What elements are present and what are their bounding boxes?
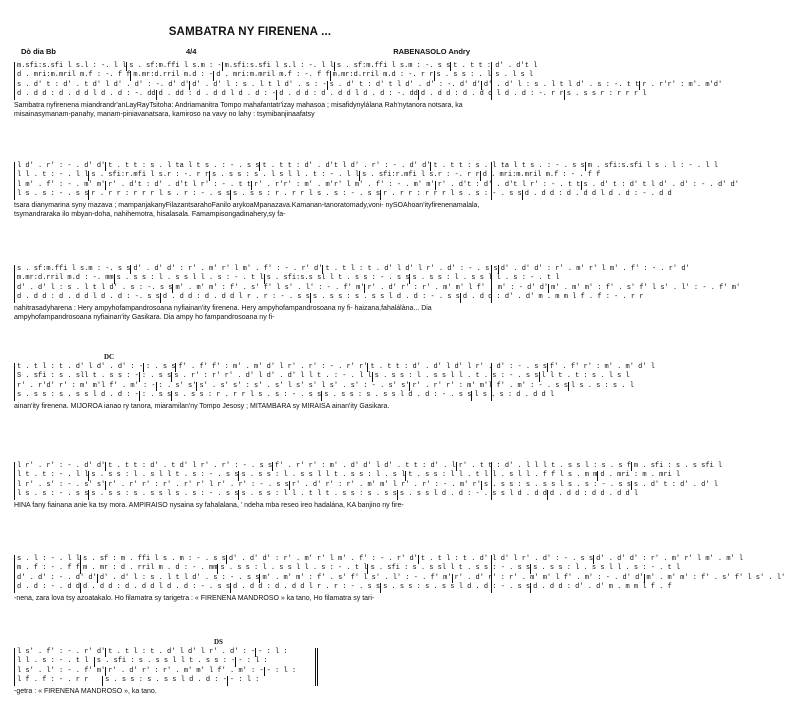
measure: s . s s : s . l s l l . t : - . l l xyxy=(209,171,359,180)
measure: s . s s : s . s s l s . s : - . s s xyxy=(88,490,238,499)
measure: s . sfi:r.mfi l s.r : -. r r xyxy=(88,171,209,180)
voice-line xyxy=(15,657,315,666)
measure: m' . m' m' : f' . s' f' l s' . l' xyxy=(644,574,785,583)
voice-line xyxy=(15,190,672,199)
key-signature: Dò dia Bb xyxy=(21,47,56,56)
measure: - : l : xyxy=(235,657,315,666)
measure: d . d : - . d d xyxy=(17,583,81,592)
voice-line xyxy=(15,381,634,391)
voice-line xyxy=(15,490,639,499)
voice-line xyxy=(15,180,739,190)
measure: s . s s : s . s s l s . s : - . s s xyxy=(481,481,631,490)
voice-line xyxy=(15,283,741,293)
measure: r' . r' r' : r' . r' r' l r' . r' : - . s s xyxy=(105,481,289,490)
measure: s . d' t : d' t l d' . d' : -. d' d' xyxy=(327,81,481,90)
measure: r . r'r' : m'. m'd' xyxy=(639,81,722,90)
measure: t . t t : d' . d' l d' l r' . d' : - . s s xyxy=(367,363,546,372)
measure: d' . d' d' : r' . m' r' l m' . m' l xyxy=(593,555,743,564)
staff xyxy=(14,162,739,200)
voice-line xyxy=(15,80,723,90)
measure: s . s s : s . s s l d . d : - . s s xyxy=(310,293,460,302)
staff xyxy=(14,62,723,100)
measure: d' . d' d' : r' . m' r' l m' . f' : - . r' d' xyxy=(226,555,418,564)
measure: s . sfi:s.s sl l t . s s : - . s s xyxy=(264,274,410,283)
measure: s . d' t : d' . t d' l d' . d' : -. d' d' xyxy=(17,80,190,89)
measure: s . sf : m . ffi l s . m : - . s s xyxy=(80,555,226,564)
measure: - : l : xyxy=(227,676,315,685)
lyrics-line: tsara dianymarina syny mazava ; mampanjakanyFilazantsarahoFanilo arykoaMpanazava.Kamanan-tanoratomady,voni- nySOAhoan'ityfirenenamalala, tsymandraraka ilo mbyan-doha, nahihemotra, hisalasala. Famampisongadinahery,sy fa- xyxy=(14,201,480,219)
measure: - : l : xyxy=(255,648,315,657)
measure: m . sfi:s.sfi l s . l : - . l l xyxy=(585,162,718,171)
time-signature: 4/4 xyxy=(186,47,197,56)
measure: l l . t : - . l l xyxy=(17,171,89,180)
measure: m' . m' m' : f' . s' f' l s' . l' : - . f' m' xyxy=(259,574,451,583)
voice-line xyxy=(15,555,744,564)
music-system xyxy=(14,555,785,603)
voice-line xyxy=(15,564,681,573)
lyrics-line: nahitrasadyharena : Hery ampyhofampandrosoana nyfiainan'ity firenena. Hery ampyhofampandrosoana ny fi- haizana,fahalálàna... Dia ampyhofampandrosoana nyfiainan'ity Gasikara. Dia ampy ho fampandrosoana ny fi- xyxy=(14,304,432,322)
lyrics-line: -getra : « FIRENENA MANDROSO », ka tano. xyxy=(14,687,157,695)
voice-line xyxy=(15,62,538,71)
measure: d' . d' l : s . l t l d' . s : - xyxy=(189,81,326,90)
measure: m' . m' m' : f' . s' f' l s' . l' : - . f' m' xyxy=(172,284,364,293)
measure: s . s s : s . s s l d . d : - . s s xyxy=(321,391,471,400)
measure: r . r r : r r r l s . r : - . s s xyxy=(88,190,230,199)
measure: r' . d't : d' . d't l r' : - . t t xyxy=(105,181,251,190)
voice-line xyxy=(15,372,630,381)
measure: d' . d' l : s . l t l d' . s : -. t t xyxy=(481,81,639,90)
measure: r' . r'd' r' : m' m'l f' . m' : - xyxy=(17,381,156,390)
measure: l f . f : - . r r xyxy=(17,676,89,685)
measure: : . s s xyxy=(139,391,171,400)
measure: s . s s : . l s . l s l xyxy=(434,71,534,80)
measure: s' . s' s' : s' . s' l s' s' l s' . s' : - . s' s' xyxy=(196,382,409,391)
measure: s . s s : l . s s l l t . s s : l . s l xyxy=(238,471,405,480)
measure: : . s s xyxy=(143,363,175,372)
measure: t . t t : s . l ta l t s . : - . s s xyxy=(430,162,584,171)
page-title: SAMBATRA NY FIRENENA ... xyxy=(168,26,332,38)
music-system xyxy=(14,462,723,510)
voice-line xyxy=(15,676,315,685)
measure: s . s s : s . s s l d . d : - . s s xyxy=(380,583,530,592)
lyrics-line: Sambatra nyfirenena miandrandr'anLayRayTsitoha: Andriamanitra Tompo mahafantatr'izay mahasoa ; misafidynylálana Rah'nytanora notsara, ka misainasymanam-panahy, manam-piniavanatsara, kamiroso na vavy no lahy : tsymibanjinaafatsy xyxy=(14,101,463,119)
measure: d . d d : d . d d l d . d : - . d d xyxy=(522,190,672,199)
measure: s . s s l d . d : - . s s l d . d d xyxy=(397,490,547,499)
measure: r' . d' r' : r' . m' m' l f' . m' : - . d' d' xyxy=(452,574,644,583)
measure: s . sfi : s . s sl l t . s s : - . s s xyxy=(367,564,530,573)
music-system xyxy=(14,62,723,120)
measure: l l . s : - . t l xyxy=(17,657,89,666)
measure: d' . d' d' : r' . m' r' l m' . f' : - . r' d' xyxy=(130,265,322,274)
voice-line xyxy=(15,162,718,171)
voice-line xyxy=(15,583,672,592)
voice-line xyxy=(15,667,315,676)
measure: f' . f' r' : m' . m' d' l xyxy=(547,363,655,372)
measure: l r' . s' : - . s' s' xyxy=(17,480,106,489)
measure: s . s s : l . s s l l . s : - . t l xyxy=(409,274,559,283)
measure: S . sfi : s . sll t . s s : - xyxy=(17,372,139,381)
measure: d' . d' l : s . l t l d' . s : -. s s xyxy=(17,283,173,292)
measure: : . s' s' xyxy=(156,382,197,391)
measure: t . t t : s . l ta l t s . : - . s s xyxy=(105,162,259,171)
measure: d . d d : d . d d l r . r : - . s s xyxy=(160,293,310,302)
measure: t . t l : t . d' l d' l r' . d' : - . s s xyxy=(418,555,593,564)
measure: s . sfi:r.mfi l s.r : -. r r xyxy=(359,171,480,180)
music-system xyxy=(14,162,739,220)
voice-line xyxy=(15,363,655,372)
measure: d . d d : d . d d l d . d : - . s s xyxy=(80,583,230,592)
measure: l m' . f' : - . m' m' xyxy=(17,180,106,189)
measure: d . mri:m.mril m.f : -. f f xyxy=(213,71,329,80)
voice-line xyxy=(15,391,555,400)
lyrics-line: -nena, zara lova tsy azoatakalo. Ho filamatra sy tarigetra : « FIRENENA MANDROSO » ka tano, Ho filamatra sy tari- xyxy=(14,594,375,602)
measure: s . s s : l . s s l l . s : - . t l xyxy=(530,564,680,573)
composer: RABENASOLO Andry xyxy=(393,47,470,56)
music-system xyxy=(14,638,490,696)
measure: t . t t : d' . d't l d' . r' : - . d' d' xyxy=(259,162,430,171)
voice-line xyxy=(15,480,718,490)
measure: s . s s : l . s s l l . s : - . t l xyxy=(217,564,367,573)
measure: l s' . l' : - . f' m' xyxy=(17,666,106,675)
measure: d . mri:m.mril m.f : -. f f xyxy=(17,71,131,80)
voice-line xyxy=(15,573,785,583)
measure: d . d d : d d . d d l xyxy=(547,490,638,499)
measure: m.sfi:s.sfi l s.l : -. l l xyxy=(17,62,127,70)
measure: d' . d' d' : r' . m' r' l m' . f' : - . r' d' xyxy=(498,265,690,274)
measure: d . d d : d . d d l d . d : -. s s xyxy=(17,293,160,302)
lyrics-line: HINA fany fiainana anie ka tsy mora. AMPIRAISO nysaina sy fahalalana, ' ndeha mba reseo ireo hadalána, KA banjino ny fire- xyxy=(14,501,404,509)
measure: s . d' t : d' t l d' . d' : - . d' d' xyxy=(581,181,739,190)
ds-mark: DS xyxy=(214,638,223,646)
measure: d . mri:m.mril m.f : - . f f xyxy=(480,171,601,180)
measure: t . t t : d' . d't l xyxy=(450,62,537,71)
dc-mark: DC xyxy=(104,353,115,361)
voice-line xyxy=(15,265,690,274)
measure: r' . r' r' : m' m'l f' . m' : - . s s xyxy=(409,382,567,391)
voice-line xyxy=(15,171,601,180)
measure: s . s s r : r r r l xyxy=(564,90,647,99)
measure: r' . r'r' : m' . m'r' l m' . f' : - . m' m' xyxy=(251,181,435,190)
measure: s . r' : r' r' . d' l d' . d' l l t . : - . l l xyxy=(171,372,371,381)
lyrics-line: ainan'ity firenena. MIJOROA ianao ry tanora, miaramilan'ny Tompo Jesosy ; MITAMBARA sy MIRAISA ainan'ity Gasikara. xyxy=(14,402,390,410)
measure: s . l : - . l l xyxy=(17,555,81,563)
measure: d . d d : d' . d' m . m m l f . f xyxy=(530,583,672,592)
measure: d . d d : d . d d l r . r : - . s s xyxy=(230,583,380,592)
measure: r' . d' r' : r' . m' m' l r' . r' : - . m' r' xyxy=(289,481,481,490)
measure: d . d d : d . d d l d . d : -. dd xyxy=(17,90,156,99)
voice-line xyxy=(15,90,647,99)
measure: r' . d' r' : r' . m' m' l f' . m' : - d' d' xyxy=(364,284,548,293)
measure: t . t l : t . d' l d' l r' . d' : - . s s xyxy=(322,265,497,274)
measure: r' . d't : d' . d't l r' : - . t t xyxy=(435,181,581,190)
measure: : . s s xyxy=(139,372,171,381)
measure: s . s s : r . r r l s . s : - . s s xyxy=(230,190,380,199)
voice-line xyxy=(15,293,644,302)
voice-line xyxy=(15,274,560,283)
measure: m.sfi:s.sfi l s.l : -. l l xyxy=(222,62,334,71)
measure: m . sfi : s . s sfi l xyxy=(631,462,722,471)
measure: t . t l : t . d' l d' l r' . d' : - xyxy=(105,648,255,657)
voice-line xyxy=(15,648,315,657)
measure: t . t l : t . d' l d' . d' : - xyxy=(17,363,144,371)
measure: l s . s : - . s s xyxy=(17,190,89,199)
measure: d' . d' l : s . l t l d' . s : - . s s xyxy=(97,574,260,583)
measure: f' . f' f' : m' . m' d' l r' . r' : - . r' r' xyxy=(175,363,367,372)
measure: s . s s : l . s s l l . s : - . t l xyxy=(114,274,264,283)
measure: d . d d : d' . d' m . m m l f . f : - . r r xyxy=(460,293,644,302)
measure: r . r r : r r r l s . s : - . s s xyxy=(380,190,522,199)
measure: m . f : - . f f xyxy=(17,564,81,573)
measure: f' . r' r' : m' . d' d' l d' . t t : d' . l xyxy=(272,462,456,471)
measure: s . sf:m.ffi l s.m : -. s s xyxy=(17,265,131,273)
measure: d . dd : d . d d l d . d : - xyxy=(156,90,277,99)
measure: l s . s : s . l xyxy=(568,382,634,391)
measure: d . mri : m . mri l xyxy=(597,471,680,480)
measure: m.mr:d.rril m.d : -. mm xyxy=(17,274,114,283)
measure: m.mr:d.rril m.d : -. r r xyxy=(330,71,434,80)
measure: r' . d' r' : r' . m' m' l f' . m' : - xyxy=(105,667,263,676)
measure: m.mr:d.rril m.d : - xyxy=(130,71,213,80)
measure: l r' . r' : - . d' d' xyxy=(17,462,106,470)
measure: m' . m' m' : f' . s' f' l s' . l' : - . f' m' xyxy=(548,284,740,293)
measure: s . s s : l . s s l l . t . s : - . s s xyxy=(372,372,539,381)
measure: d' . d' : - . d' d' xyxy=(17,573,97,582)
measure: m . mr : d . rril m . d : - . mm xyxy=(80,564,217,573)
measure: s . d' t : d' . d' l xyxy=(631,481,718,490)
measure: s . s s : r . r r l s . s : - . s s xyxy=(171,391,321,400)
measure: s . sf:m.ffi l s.m : -. s s xyxy=(334,62,450,71)
staff xyxy=(14,462,723,500)
measure: l d' . r' : - . d' d' xyxy=(17,162,106,170)
staff xyxy=(14,648,318,686)
music-system xyxy=(14,265,741,323)
music-system xyxy=(14,353,655,411)
measure: s . s s : l . s l l t . s : - . s s xyxy=(88,471,238,480)
measure: r' . t t : d' . l l l t . s s l : s . s f xyxy=(456,462,631,471)
measure: l t . t : - . l l xyxy=(17,471,89,480)
measure: l s . s : d . d d l xyxy=(471,391,554,400)
voice-line xyxy=(15,71,534,80)
staff xyxy=(14,363,655,401)
measure: s . sf:m.ffi l s.m : - xyxy=(126,62,221,71)
measure: l l t . t : s . l s l xyxy=(539,372,630,381)
staff xyxy=(14,265,741,303)
staff xyxy=(14,555,785,593)
measure: d . d d : d . d d l d . d : -. dd xyxy=(276,90,418,99)
measure: s . s s : l l . t l t . s s : s . s s xyxy=(238,490,396,499)
measure: l s . s : - . s s xyxy=(17,490,89,499)
measure: t . t t : d' . t d' l r' . r' : - . s s xyxy=(105,462,272,471)
measure: - : l : xyxy=(264,667,315,676)
measure: s . s s : s . s s l d . d : - xyxy=(17,391,139,400)
voice-line xyxy=(15,471,681,480)
measure: l s' . f' : - . r' d' xyxy=(17,648,106,656)
measure: d . d d : d . d d l d . d : -. r r xyxy=(418,90,564,99)
measure: s . s s : s . s s l d . d : - xyxy=(102,676,227,685)
voice-line xyxy=(15,462,723,471)
measure: t . s s : l l . t l l . s l l . f f l s . m m xyxy=(405,471,597,480)
measure: s . sfi : s . s s l l t . s s : - xyxy=(94,657,236,666)
